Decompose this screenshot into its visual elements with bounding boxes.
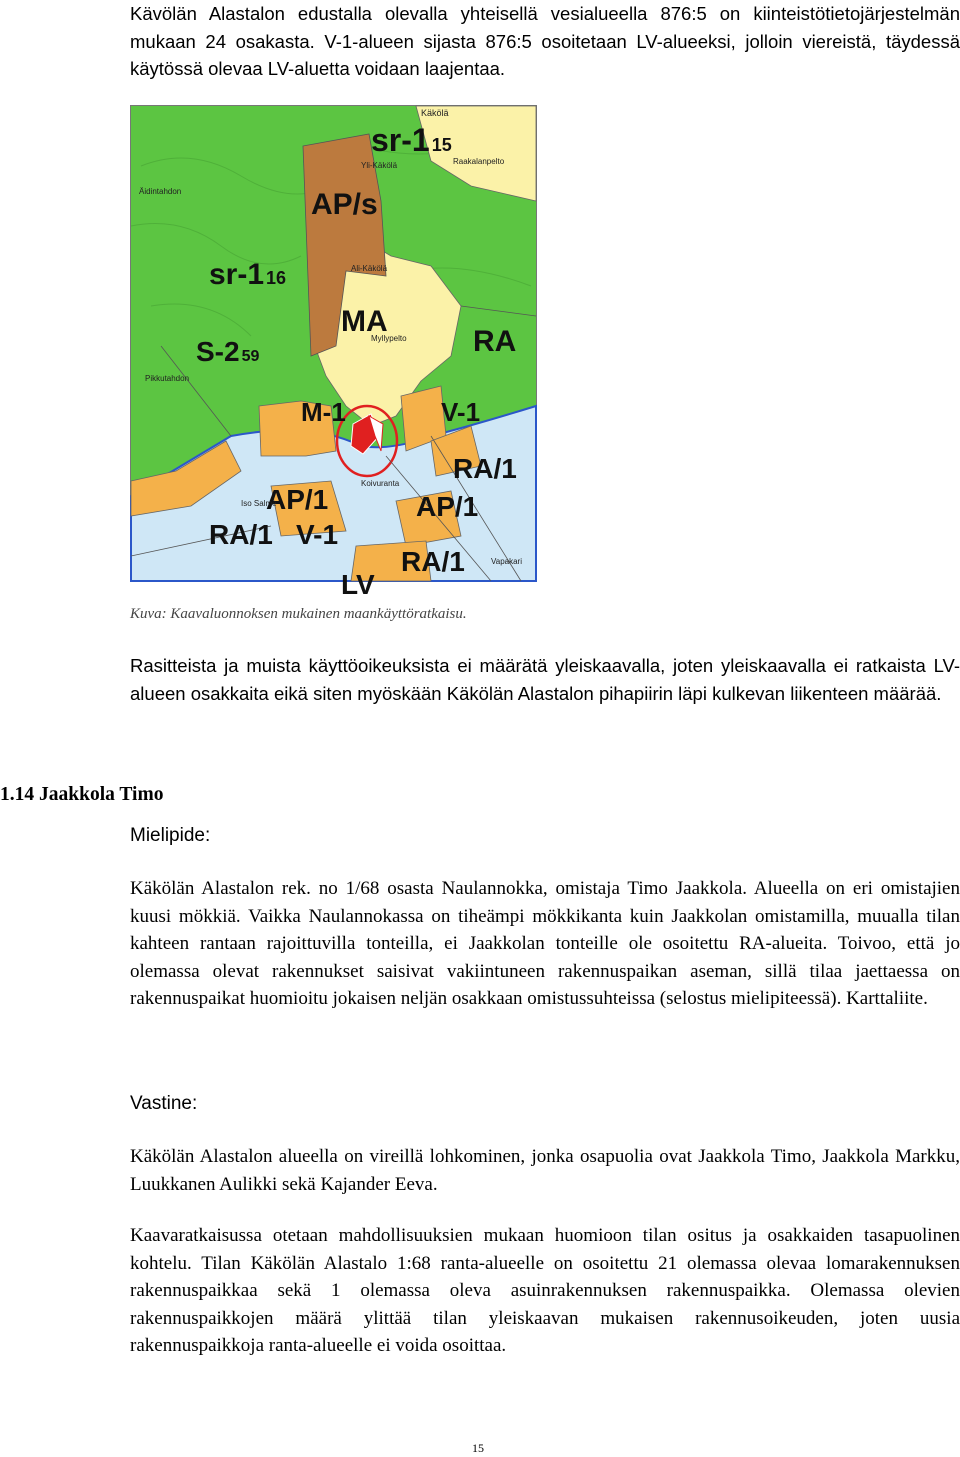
zone-label-ra1-left: RA/1 xyxy=(209,519,273,550)
zone-label-ra1-right: RA/1 xyxy=(453,453,517,484)
place-kakola: Käkölä xyxy=(421,108,449,118)
place-myllypelto: Myllypelto xyxy=(371,334,407,343)
zone-label-aps: AP/s xyxy=(311,188,378,221)
place-pikkutahdon: Pikkutahdon xyxy=(145,374,190,383)
map-caption: Kuva: Kaavaluonnoksen mukainen maankäyttöratkaisu. xyxy=(130,606,467,622)
intro-paragraph: Kävölän Alastalon edustalla olevalla yhteisellä vesialueella 876:5 on kiinteistötietojärjestelmän mukaan 24 osakasta. V-1-alueen sijasta 876:5 osoitetaan LV-alueeksi, jolloin viereistä, täydessä käytössä olevaa LV-aluetta voidaan laajentaa. xyxy=(130,3,960,79)
place-alikakola: Ali-Käkölä xyxy=(351,264,388,273)
place-raakalanpelto: Raakalanpelto xyxy=(453,157,505,166)
zone-label-ra1-bottom: RA/1 xyxy=(401,546,465,577)
opinion-text: Käkölän Alastalon rek. no 1/68 osasta Naulannokka, omistaja Timo Jaakkola. Alueella on eri omistajien kuusi mökkiä. Vaikka Naulannokassa on tiheämpi mökkikanta kuin Jaakkolan omistamilla, muualla tilan kahteen rantaan rajoittuvilla tonteilla, ei Jaakkolan tonteille ole osoitettu RA-alueita. Toivoo, että jo olemassa olevat rakennukset saisivat vakiintuneen rakennuspaikan aseman, sillä tilaa jaettaessa on rakennuspaikat huomioitu jokaisen neljän osakkaan omistussuhteissa (selostus mielipiteessä). Karttaliite. xyxy=(130,878,960,1009)
place-koivuranta: Koivuranta xyxy=(361,479,400,488)
zone-label-sr1-left: sr-1 16 xyxy=(209,258,287,291)
zone-label-m1: M-1 xyxy=(301,397,346,427)
place-vapakari: Vapakari xyxy=(491,557,522,566)
place-aidintahdon: Äidintahdon xyxy=(139,187,182,196)
zone-label-lv: LV xyxy=(341,569,375,600)
zone-label-ap1-left: AP/1 xyxy=(266,484,329,515)
place-isosalme: Iso Salme xyxy=(241,499,277,508)
zone-label-s2: S-2 59 xyxy=(196,336,260,367)
zone-label-ra: RA xyxy=(473,325,517,358)
response-text-2: Kaavaratkaisussa otetaan mahdollisuuksien mukaan huomioon tilan ositus ja osakkaiden tasapuolinen kohtelu. Tilan Käkölän Alastalo 1:68 ranta-alueelle on osoitettu 21 olemassa olevaa lomarakennuksen rakennuspaikkaa sekä 1 olemassa oleva asuinrakennuksen rakennuspaikka. Olemassa olevien rakennuspaikkojen määrä ylittää tilan yleiskaavan mukaisen rakennusoikeuden, joten uusia rakennuspaikkoja ranta-alueelle ei voida osoittaa. xyxy=(130,1225,960,1356)
zone-label-v1-bottom: V-1 xyxy=(296,519,339,550)
opinion-label: Mielipide: xyxy=(130,825,211,846)
place-ylikakola: Yli-Käkölä xyxy=(361,161,398,170)
easement-paragraph: Rasitteista ja muista käyttöoikeuksista ei määrätä yleiskaavalla, joten yleiskaavalla ei ratkaista LV-alueen osakkaita eikä siten myöskään Käkölän Alastalon pihapiirin läpi kulkevan liikenteen määrää. xyxy=(130,655,960,704)
zone-label-ap1-right: AP/1 xyxy=(416,491,479,522)
land-use-map xyxy=(130,105,537,600)
zone-label-v1-right: V-1 xyxy=(441,397,481,427)
response-label: Vastine: xyxy=(130,1093,198,1114)
zone-label-ma: MA xyxy=(341,305,388,338)
zone-label-sr1-top: sr-1 15 xyxy=(371,122,452,158)
section-heading: 1.14 Jaakkola Timo xyxy=(0,784,164,805)
page-number: 15 xyxy=(472,1441,484,1455)
response-text-1: Käkölän Alastalon alueella on vireillä lohkominen, jonka osapuolia ovat Jaakkola Timo, Jaakkola Markku, Luukkanen Aulikki sekä Kajander Eeva. xyxy=(130,1146,960,1195)
